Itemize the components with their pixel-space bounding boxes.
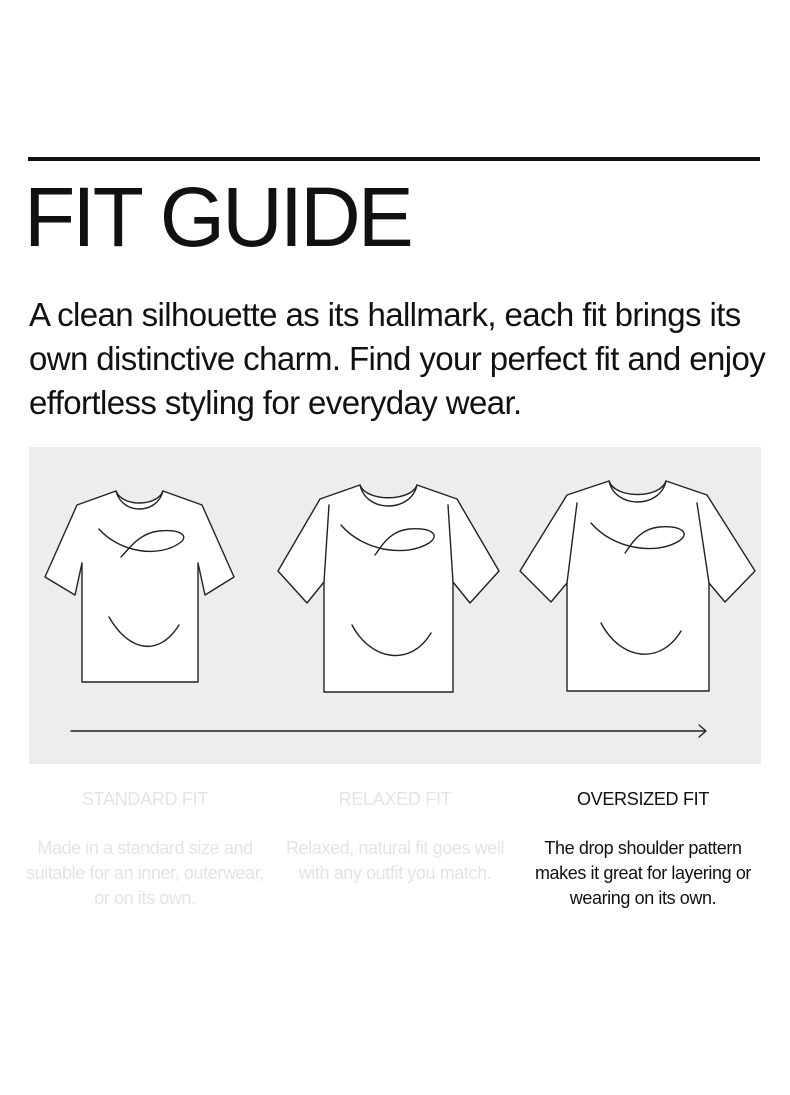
top-divider: [28, 157, 760, 161]
fit-name: STANDARD FIT: [81, 789, 209, 809]
relaxed-fit-tshirt-icon: [278, 485, 499, 692]
fit-scale-arrow-icon: [71, 725, 706, 737]
oversized-fit-tshirt-icon: [520, 481, 755, 691]
standard-fit-tshirt-icon: [45, 491, 234, 682]
fit-name: OVERSIZED FIT: [576, 789, 710, 809]
fit-illustration-panel: [29, 447, 761, 764]
intro-paragraph: A clean silhouette as its hallmark, each fit brings its own distinctive charm. Find your perfect fit and enjoy effortless styling for everyday wear.: [29, 296, 766, 421]
page-title: FIT GUIDE: [24, 170, 411, 264]
fit-description: Relaxed, natural fit goes well with any outfit you match.: [285, 838, 505, 883]
fit-option-oversized: [518, 786, 768, 911]
fit-description: Made in a standard size and suitable for an inner, outerwear, or on its own.: [26, 838, 264, 908]
fit-name: RELAXED FIT: [338, 789, 452, 809]
fit-option-relaxed: [270, 786, 520, 886]
fit-description: The drop shoulder pattern makes it great for layering or wearing on its own.: [534, 838, 752, 908]
fit-option-standard: [20, 786, 270, 911]
